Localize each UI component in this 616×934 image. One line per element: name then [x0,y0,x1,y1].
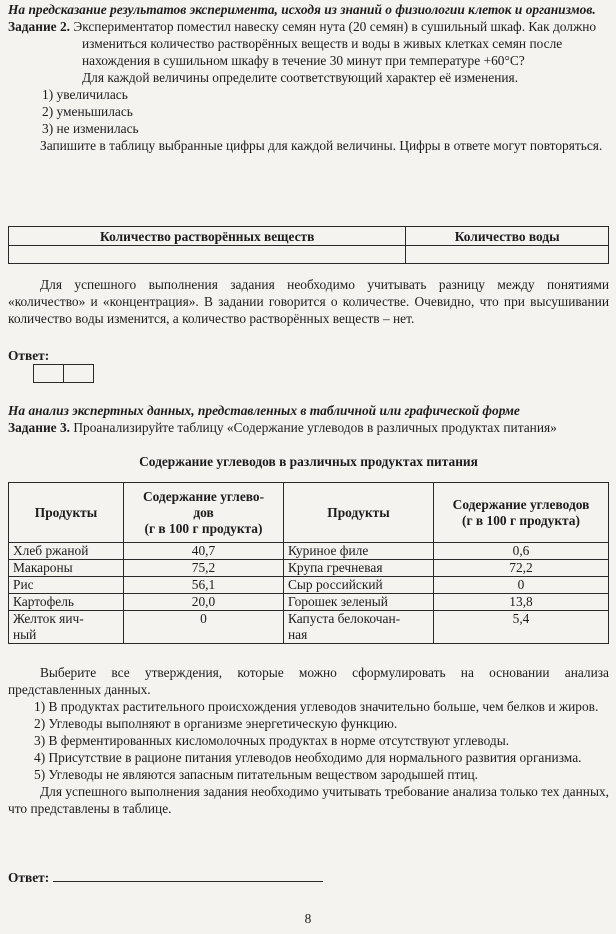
task2-text [8,18,609,69]
task2-answer-table-wrap [8,226,609,264]
page-number: 8 [304,911,312,926]
header-products-2: Продукты [284,483,434,543]
section3-block [8,402,609,436]
table-title-wrap [8,453,609,470]
explanation-block [8,276,609,327]
task2-option-1: 1) увеличилась [42,87,128,102]
task3-note: Для успешного выполнения задания необходимо учитывать требование анализа только тех данных, что представлены в таблице. [8,784,609,816]
list-item: 2) Углеводы выполняют в организме энергетическую функцию. [34,716,398,731]
task3-choose: Выберите все утверждения, которые можно сформулировать на основании анализа представленных данных. [8,665,609,697]
task2-option-2: 2) уменьшилась [42,104,133,119]
answer-boxes [33,364,609,383]
statement-list [8,698,609,783]
task3-answer-label: Ответ: [8,870,50,885]
section3-heading: На анализ экспертных данных, представленных в табличной или графической форме [8,403,520,418]
header-carbs-1: Содержание углево- дов (г в 100 г продукта) [124,483,284,543]
table-row: Макароны 75,2 Крупа гречневая 72,2 [9,560,609,577]
list-item: 1) В продуктах растительного происхождения углеводов значительно больше, чем белков и жиров. [34,699,599,714]
answer-cell-water[interactable] [406,246,609,264]
task3-statements-block [8,664,609,817]
table-row: Рис 56,1 Сыр российский 0 [9,577,609,594]
table-row: Желток яич- ный 0 Капуста белокочан- ная 5,4 [9,611,609,644]
list-item: 5) Углеводы не являются запасным питательным веществом зародышей птиц. [34,767,479,782]
task2-answer [8,347,609,383]
answer-line[interactable] [53,868,323,882]
task2-body: Экспериментатор поместил навеску семян нута (20 семян) в сушильный шкаф. Как должно измениться количество растворённых веществ и воды в живых клетках семян после нахождения в сушильном шкафу в течение 30 минут при температуре +60°С? [70,19,597,68]
task3-body: Проанализируйте таблицу «Содержание углеводов в различных продуктах питания» [70,420,557,435]
task2-answer-table [8,226,609,264]
header-products-1: Продукты [9,483,124,543]
page-number-wrap [0,910,616,927]
answer-box-2[interactable] [64,364,94,383]
answer-box-1[interactable] [33,364,64,383]
task2-label: Задание 2. [8,19,70,34]
task3-label: Задание 3. [8,420,70,435]
task2-instruction: Для каждой величины определите соответствующий характер её изменения. [82,70,519,85]
intro-heading: На предсказание результатов эксперимента, исходя из знаний о физиологии клеток и организмов. [8,2,596,17]
table-row: Картофель 20,0 Горошек зеленый 13,8 [9,594,609,611]
task3-text [8,419,609,436]
table-row: Хлеб ржаной 40,7 Куриное филе 0,6 [9,543,609,560]
task2-explanation: Для успешного выполнения задания необходимо учитывать разницу между понятиями «количество» и «концентрация». В задании говорится о количестве. Очевидно, что при высушивании количество воды изменится, а количество растворённых веществ – нет. [8,277,609,326]
list-item: 3) В ферментированных кисломолочных продуктах в норме отсутствуют углеводы. [34,733,510,748]
intro-block [8,1,609,154]
task3-answer [8,868,609,886]
carb-table-wrap [8,482,609,644]
carb-table [8,482,609,644]
task2-option-3: 3) не изменилась [42,121,139,136]
table-header-dissolved: Количество растворённых веществ [9,227,406,246]
table-header-water: Количество воды [406,227,609,246]
list-item: 4) Присутствие в рационе питания углеводов необходимо для нормального развития организма. [34,750,582,765]
carb-table-title: Содержание углеводов в различных продуктах питания [139,454,478,469]
task2-write: Запишите в таблицу выбранные цифры для каждой величины. Цифры в ответе могут повторяться. [40,138,603,153]
task2-answer-label: Ответ: [8,348,50,363]
answer-cell-dissolved[interactable] [9,246,406,264]
header-carbs-2: Содержание углеводов (г в 100 г продукта) [434,483,609,543]
